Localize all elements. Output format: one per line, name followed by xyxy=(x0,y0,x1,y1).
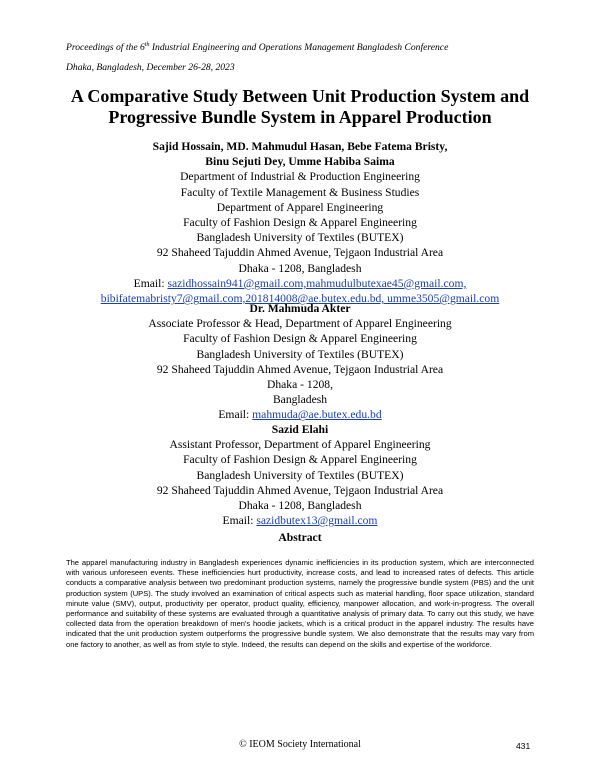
author-names: Sajid Hossain, MD. Mahmudul Hasan, Bebe Fatema Bristy, xyxy=(152,140,448,153)
affiliation-line: Assistant Professor, Department of Apparel Engineering xyxy=(169,438,431,452)
affiliation-line: Faculty of Fashion Design & Apparel Engineering xyxy=(183,453,417,467)
email-line xyxy=(0,276,600,291)
affiliation-line: 92 Shaheed Tajuddin Ahmed Avenue, Tejgaon Industrial Area xyxy=(156,483,444,497)
email-link[interactable]: sazidbutex13@gmail.com xyxy=(256,514,378,528)
conference-header: Proceedings of the 6th Industrial Engineering and Operations Management Bangladesh Conference xyxy=(66,41,449,53)
author-block-2 xyxy=(0,301,600,423)
affiliation-line: Faculty of Textile Management & Business Studies xyxy=(180,185,420,199)
page-number: 431 xyxy=(516,741,531,751)
copyright-footer: © IEOM Society International xyxy=(239,739,361,750)
conference-location-date: Dhaka, Bangladesh, December 26-28, 2023 xyxy=(66,62,235,73)
author-names: Binu Sejuti Dey, Umme Habiba Saima xyxy=(205,155,395,169)
author-block-1 xyxy=(0,139,600,306)
affiliation-line: Dhaka - 1208, Bangladesh xyxy=(238,499,362,513)
affiliation-line: Department of Apparel Engineering xyxy=(216,200,384,214)
email-label: Email: xyxy=(218,408,253,422)
email-label: Email: xyxy=(133,276,168,290)
affiliation-line: Faculty of Fashion Design & Apparel Engineering xyxy=(183,216,417,230)
affiliation-line: 92 Shaheed Tajuddin Ahmed Avenue, Tejgaon Industrial Area xyxy=(156,246,444,260)
affiliation-line: Dhaka - 1208, Bangladesh xyxy=(238,261,362,275)
author-name: Sazid Elahi xyxy=(271,423,329,436)
abstract-body: The apparel manufacturing industry in Bangladesh experiences dynamic inefficiencies in its production system, which are interconnected with various unforeseen events. These inefficiencies hurt productivity, increase costs, and lead to increased rates of defects. This article conducts a comparative analysis between two predominant production systems, namely the progressive bundle system (PBS) and the unit production system (UPS). The study involved an examination of critical aspects such as material handling, floor space utilization, standard minute value (SMV), output, productivity per operator, product quality, efficiency, manpower allocation, and work-in-progress. The overall performance and suitability of these systems are evaluated through a quantitative analysis of primary data. To carry out this study, we have collected data from the operation breakdown of men's hoodie jackets, which is a critical product in the apparel industry. The results have indicated that the unit production system outperforms the progressive bundle system. We also demonstrate that the results may vary from one factory to another, as well as from style to style. Indeed, the results can depend on the skills and expertise of the workforce. xyxy=(66,558,534,649)
abstract-heading: Abstract xyxy=(278,531,322,544)
affiliation-line: Associate Professor & Head, Department of Apparel Engineering xyxy=(148,317,452,331)
paper-title xyxy=(0,86,600,128)
affiliation-line: Bangladesh University of Textiles (BUTEX) xyxy=(196,468,404,482)
author-block-3 xyxy=(0,422,600,528)
email-link[interactable]: sazidhossain941@gmail.com,mahmudulbutexae45@gmail.com, xyxy=(167,276,467,290)
email-link[interactable]: mahmuda@ae.butex.edu.bd xyxy=(252,408,382,422)
affiliation-line: Bangladesh xyxy=(272,393,328,407)
email-label: Email: xyxy=(222,514,257,528)
title-line-1: A Comparative Study Between Unit Production System and xyxy=(70,86,530,106)
title-line-2: Progressive Bundle System in Apparel Production xyxy=(108,107,492,127)
affiliation-line: Dhaka - 1208, xyxy=(266,378,333,392)
author-name: Dr. Mahmuda Akter xyxy=(249,302,351,315)
email-link[interactable]: bibifatemabristy7@gmail.com,201814008@ae.butex.edu.bd, umme3505@gmail.com xyxy=(100,292,500,306)
affiliation-line: Bangladesh University of Textiles (BUTEX) xyxy=(196,347,404,361)
affiliation-line: Bangladesh University of Textiles (BUTEX) xyxy=(196,231,404,245)
affiliation-line: Department of Industrial & Production Engineering xyxy=(180,170,420,184)
affiliation-line: Faculty of Fashion Design & Apparel Engineering xyxy=(183,332,417,346)
affiliation-line: 92 Shaheed Tajuddin Ahmed Avenue, Tejgaon Industrial Area xyxy=(156,362,444,376)
email-line xyxy=(0,407,600,422)
email-line xyxy=(0,513,600,528)
